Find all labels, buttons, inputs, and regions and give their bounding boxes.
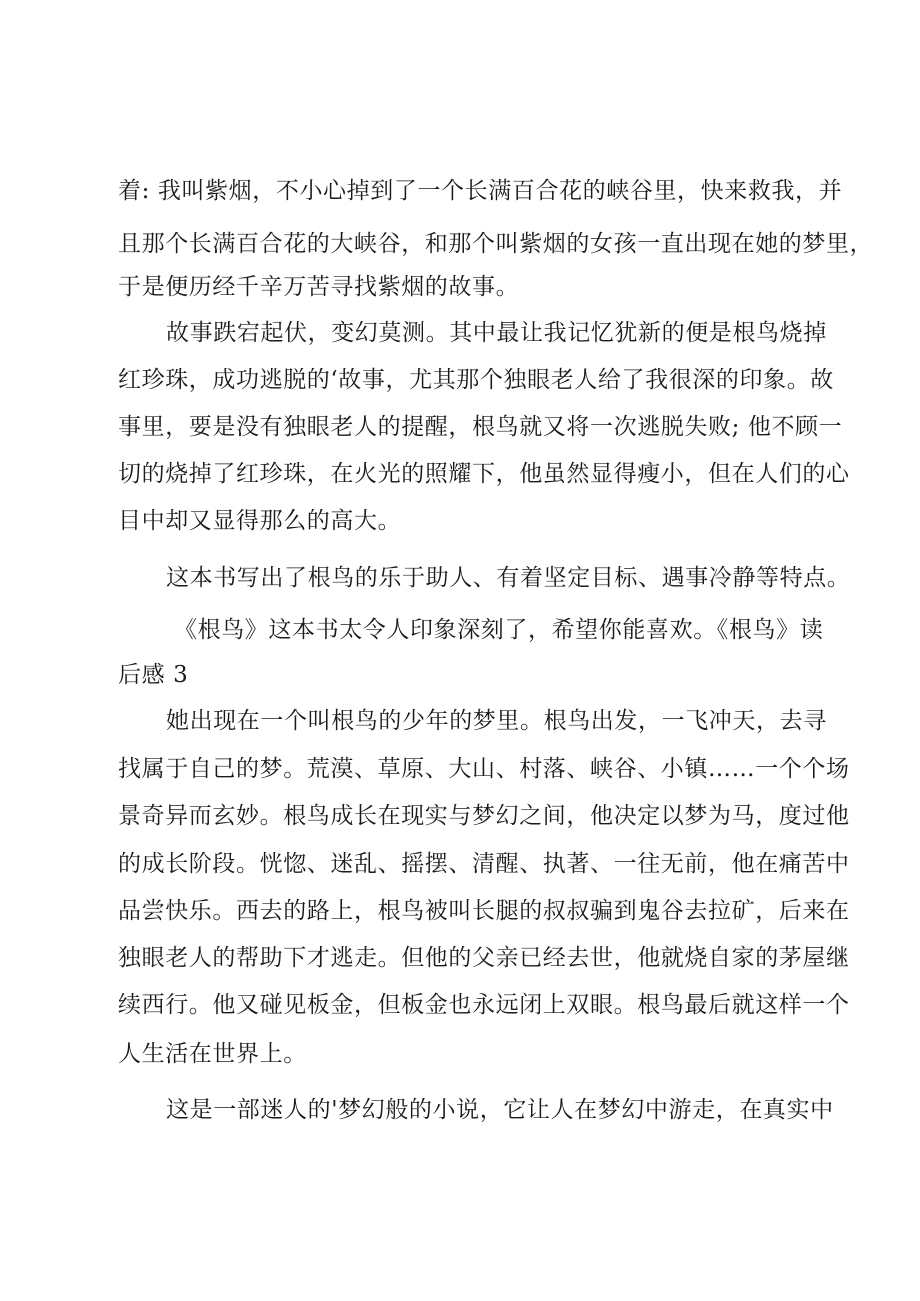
text-line: 人生活在世界上。 [118, 1041, 307, 1067]
text-line: 切的烧掉了红珍珠，在火光的照耀下，他虽然显得瘦小，但在人们的心 [118, 461, 850, 487]
text-line: 的成长阶段。恍惚、迷乱、摇摆、清醒、执著、一往无前，他在痛苦中 [118, 851, 850, 877]
text-line: 找属于自己的梦。荒漠、草原、大山、村落、峡谷、小镇……一个个场 [118, 756, 850, 782]
paragraph-start-line: 这是一部迷人的'梦幻般的小说，它让人在梦幻中游走，在真实中 [166, 1097, 834, 1123]
text-line: 景奇异而玄妙。根鸟成长在现实与梦幻之间，他决定以梦为马，度过他 [118, 803, 850, 829]
text-line: 事里，要是没有独眼老人的提醒，根鸟就又将一次逃脱失败; 他不顾一 [118, 414, 843, 440]
text-line: 续西行。他又碰见板金，但板金也永远闭上双眼。根鸟最后就这样一个 [118, 992, 850, 1018]
paragraph-start-line: 她出现在一个叫根鸟的少年的梦里。根鸟出发，一飞冲天，去寻 [166, 708, 827, 734]
section-title-line: 后感 3 [118, 662, 189, 688]
text-line: 红珍珠，成功逃脱的‘故事，尤其那个独眼老人给了我很深的印象。故 [118, 367, 834, 393]
text-line: 且那个长满百合花的大峡谷，和那个叫紫烟的女孩一直出现在她的梦里， [118, 231, 874, 257]
text-line: 品尝快乐。西去的路上，根鸟被叫长腿的叔叔骗到鬼谷去拉矿，后来在 [118, 898, 850, 924]
text-line: 着: 我叫紫烟，不小心掉到了一个长满百合花的峡谷里，快来救我，并 [118, 178, 843, 204]
paragraph-start-line: 故事跌宕起伏，变幻莫测。其中最让我记忆犹新的便是根鸟烧掉 [166, 320, 827, 346]
paragraph-start-line: 《根鸟》这本书太令人印象深刻了，希望你能喜欢。《根鸟》读 [174, 617, 824, 643]
text-line: 于是便历经千辛万苦寻找紫烟的故事。 [118, 274, 520, 300]
text-line: 独眼老人的帮助下才逃走。但他的父亲已经去世，他就烧自家的茅屋继 [118, 945, 850, 971]
text-line: 目中却又显得那么的高大。 [118, 508, 402, 534]
paragraph-start-line: 这本书写出了根鸟的乐于助人、有着坚定目标、遇事冷静等特点。 [166, 565, 851, 591]
